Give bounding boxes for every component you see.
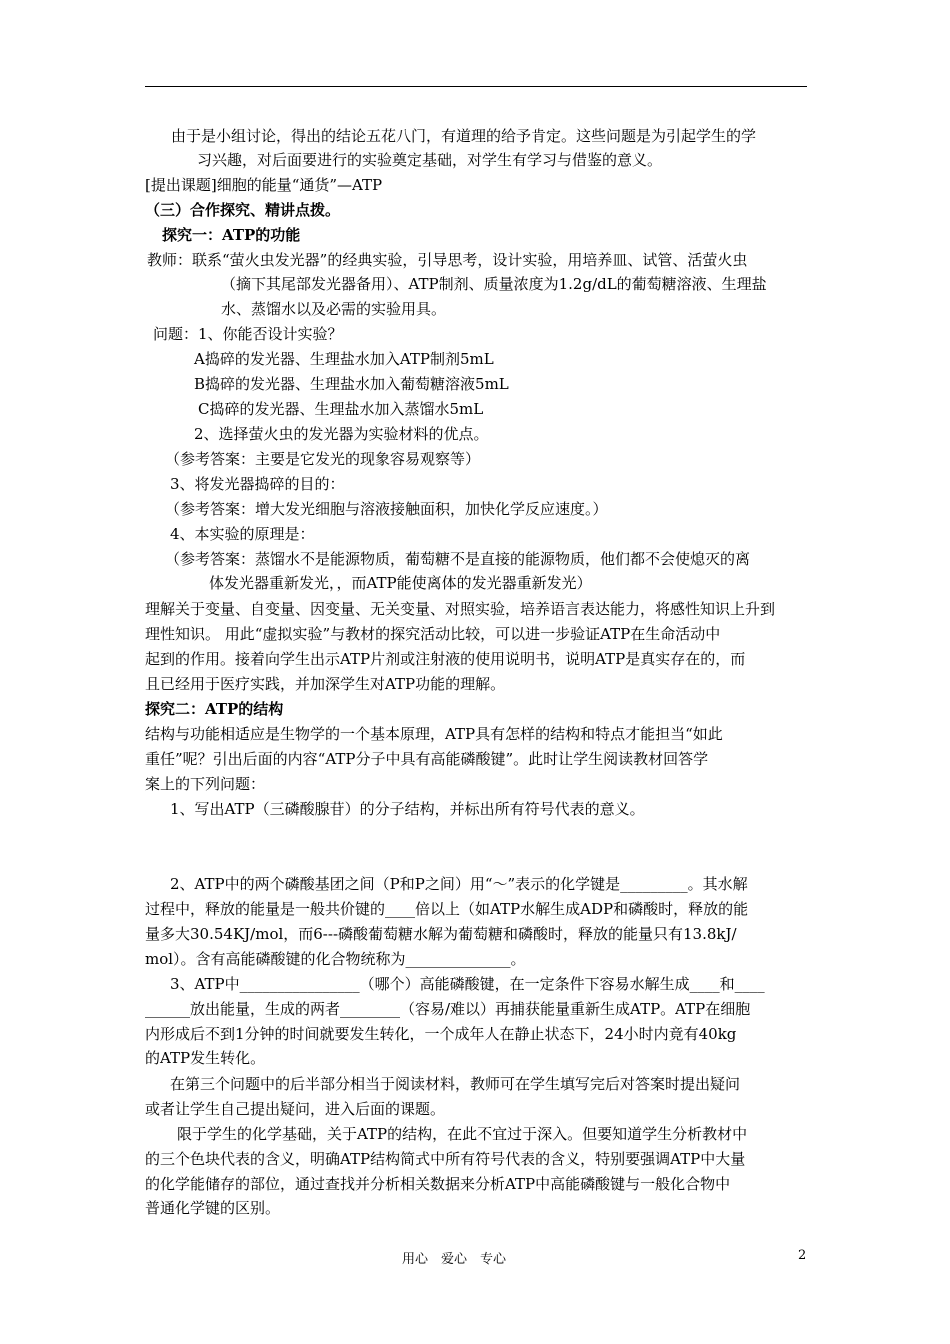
text-line: 重任”呢？引出后面的内容“ATP分子中具有高能磷酸键”。此时让学生阅读教材回答学 xyxy=(145,750,709,768)
text-line: 案上的下列问题： xyxy=(145,775,266,793)
text-line: 量多大30.54KJ/mol，而6---磷酸葡萄糖水解为葡萄糖和磷酸时，释放的能量只有13.8kJ/ xyxy=(145,925,737,943)
question-line: 2、选择萤火虫的发光器为实验材料的优点。 xyxy=(194,425,489,443)
page-number: 2 xyxy=(798,1248,807,1263)
option-line: A捣碎的发光器、生理盐水加入ATP制剂5mL xyxy=(194,350,494,368)
text-line: 理解关于变量、自变量、因变量、无关变量、对照实验，培养语言表达能力，将感性知识上升到 xyxy=(145,600,776,618)
text-line: 限于学生的化学基础，关于ATP的结构，在此不宜过于深入。但要知道学生分析教材中 xyxy=(177,1125,748,1143)
text-line: 教师：联系“萤火虫发光器”的经典实验，引导思考，设计实验，用培养皿、试管、活萤火虫 xyxy=(147,251,748,269)
text-line: 过程中，释放的能量是一般共价键的____倍以上（如ATP水解生成ADP和磷酸时，释放的能 xyxy=(145,900,749,918)
text-line: （摘下其尾部发光器备用）、ATP制剂、质量浓度为1.2g/dL的葡萄糖溶液、生理盐 xyxy=(221,275,767,293)
header-rule xyxy=(145,86,807,87)
answer-line: 体发光器重新发光，，而ATP能使离体的发光器重新发光） xyxy=(209,574,592,592)
option-line: C捣碎的发光器、生理盐水加入蒸馏水5mL xyxy=(198,400,484,418)
answer-line: （参考答案：蒸馏水不是能源物质，葡萄糖不是直接的能源物质，他们都不会使熄灭的离 xyxy=(165,550,751,568)
text-line: 理性知识。 用此“虚拟实验”与教材的探究活动比较，可以进一步验证ATP在生命活动中 xyxy=(145,625,721,643)
text-line: [提出课题]细胞的能量“通货”—ATP xyxy=(145,176,383,194)
text-line: 且已经用于医疗实践，并加深学生对ATP功能的理解。 xyxy=(145,675,506,693)
question-line: 1、写出ATP（三磷酸腺苷）的分子结构，并标出所有符号代表的意义。 xyxy=(170,800,645,818)
section-heading: （三）合作探究、精讲点拨。 xyxy=(145,201,341,219)
text-line: 的化学能储存的部位，通过查找并分析相关数据来分析ATP中高能磷酸键与一般化合物中 xyxy=(145,1175,731,1193)
question-line: 2、ATP中的两个磷酸基团之间（P和P之间）用“～”表示的化学键是_________。其水解 xyxy=(170,875,748,893)
option-line: B捣碎的发光器、生理盐水加入葡萄糖溶液5mL xyxy=(194,375,509,393)
text-line: 普通化学键的区别。 xyxy=(145,1199,281,1217)
text-line: 或者让学生自己提出疑问，进入后面的课题。 xyxy=(145,1100,446,1118)
text-line: 习兴趣，对后面要进行的实验奠定基础，对学生有学习与借鉴的意义。 xyxy=(197,151,663,169)
question-line: 4、本实验的原理是： xyxy=(170,525,315,543)
footer-motto: 用心 爱心 专心 xyxy=(402,1252,507,1267)
text-line: 水、蒸馏水以及必需的实验用具。 xyxy=(221,300,447,318)
text-line: 在第三个问题中的后半部分相当于阅读材料，教师可在学生填写完后对答案时提出疑问 xyxy=(170,1075,741,1093)
text-line: 起到的作用。接着向学生出示ATP片剂或注射液的使用说明书，说明ATP是真实存在的，而 xyxy=(145,650,746,668)
text-line: ______放出能量，生成的两者________（容易/难以）再捕获能量重新生成ATP。ATP在细胞 xyxy=(145,1000,751,1018)
text-line: mol）。含有高能磷酸键的化合物统称为______________。 xyxy=(145,950,526,968)
text-line: 内形成后不到1分钟的时间就要发生转化，一个成年人在静止状态下，24小时内竟有40kg xyxy=(145,1025,737,1043)
subsection-heading: 探究二：ATP的结构 xyxy=(145,700,284,718)
question-line: 3、将发光器捣碎的目的： xyxy=(170,475,345,493)
text-line: 结构与功能相适应是生物学的一个基本原理，ATP具有怎样的结构和特点才能担当“如此 xyxy=(145,725,723,743)
question-line: 3、ATP中________________（哪个）高能磷酸键，在一定条件下容易水解生成____和____ xyxy=(170,975,765,993)
text-line: 的三个色块代表的含义，明确ATP结构简式中所有符号代表的含义，特别要强调ATP中大量 xyxy=(145,1150,746,1168)
text-line: 的ATP发生转化。 xyxy=(145,1049,266,1067)
text-line: 由于是小组讨论，得出的结论五花八门，有道理的给予肯定。这些问题是为引起学生的学 xyxy=(171,127,757,145)
answer-line: （参考答案：主要是它发光的现象容易观察等） xyxy=(165,450,481,468)
question-line: 问题：1、你能否设计实验？ xyxy=(153,325,343,343)
answer-line: （参考答案：增大发光细胞与溶液接触面积，加快化学反应速度。） xyxy=(165,500,608,518)
subsection-heading: 探究一：ATP的功能 xyxy=(162,226,301,244)
